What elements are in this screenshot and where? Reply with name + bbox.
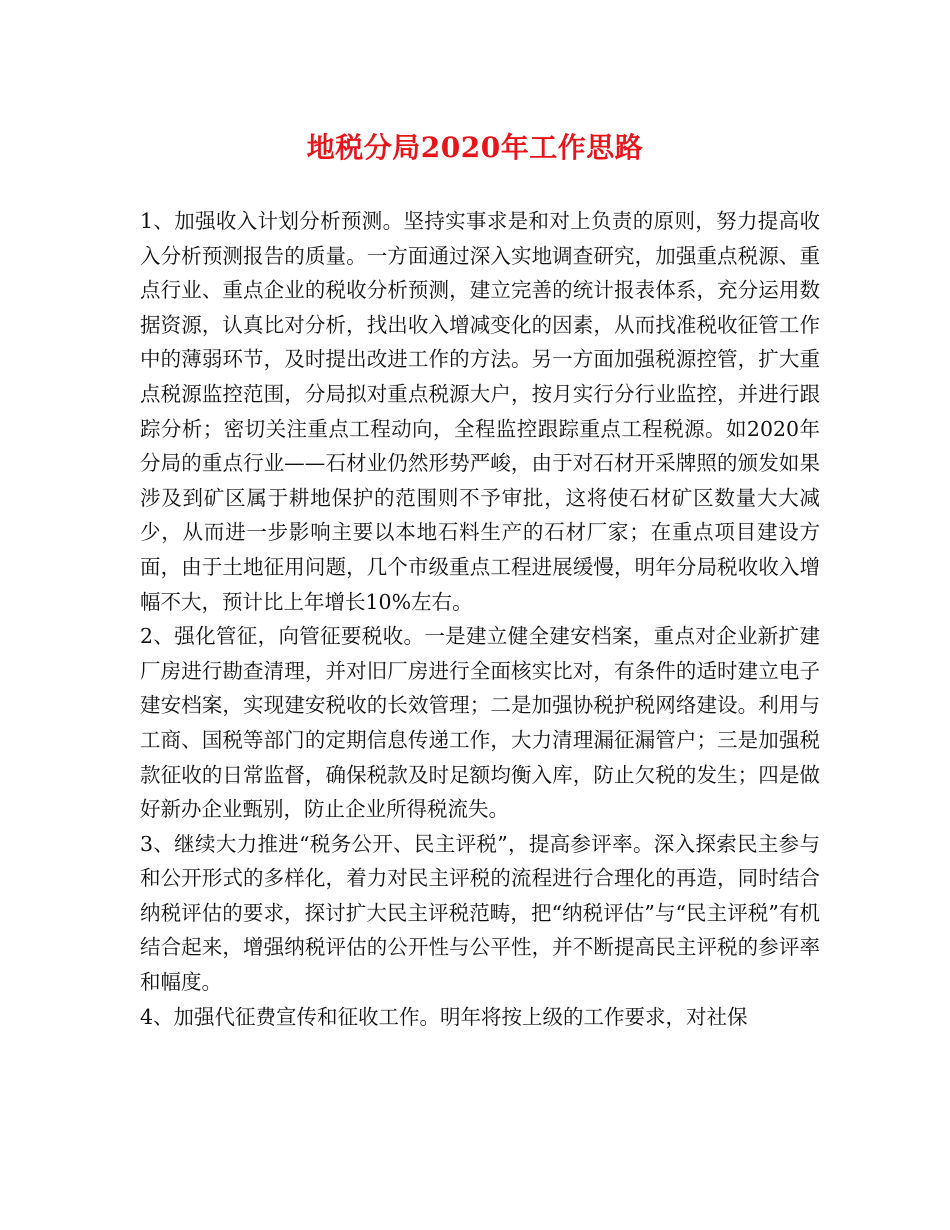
document-title: 地税分局2020年工作思路 [306,131,644,164]
paragraph-1: 1、加强收入计划分析预测。坚持实事求是和对上负责的原则，努力提高收入分析预测报告的质量。一方面通过深入实地调查研究，加强重点税源、重点行业、重点企业的税收分析预测，建立完善的统计报表体系，充分运用数据资源，认真比对分析，找出收入增减变化的因素，从而找准税收征管工作中的薄弱环节，及时提出改进工作的方法。另一方面加强税源控管，扩大重点税源监控范围，分局拟对重点税源大户，按月实行分行业监控，并进行跟踪分析；密切关注重点工程动向，全程监控跟踪重点工程税源。如2020年分局的重点行业——石材业仍然形势严峻，由于对石材开采牌照的颁发如果涉及到矿区属于耕地保护的范围则不予审批，这将使石材矿区数量大大减少，从而进一步影响主要以本地石料生产的石材厂家；在重点项目建设方面，由于土地征用问题，几个市级重点工程进展缓慢，明年分局税收收入增幅不大，预计比上年增长10%左右。 [140,209,820,614]
paragraph-3: 3、继续大力推进“税务公开、民主评税”，提高参评率。深入探索民主参与和公开形式的多样化，着力对民主评税的流程进行合理化的再造，同时结合纳税评估的要求，探讨扩大民主评税范畴，把“纳税评估”与“民主评税”有机结合起来，增强纳税评估的公开性与公平性，并不断提高民主评税的参评率和幅度。 [140,831,820,995]
document-body [140,204,820,1034]
paragraph-4: 4、加强代征费宣传和征收工作。明年将按上级的工作要求，对社保 [140,1004,748,1029]
paragraph-2: 2、强化管征，向管征要税收。一是建立健全建安档案，重点对企业新扩建厂房进行勘查清理，并对旧厂房进行全面核实比对，有条件的适时建立电子建安档案，实现建安税收的长效管理；二是加强协税护税网络建设。利用与工商、国税等部门的定期信息传递工作，大力清理漏征漏管户；三是加强税款征收的日常监督，确保税款及时足额均衡入库，防止欠税的发生；四是做好新办企业甄别，防止企业所得税流失。 [140,624,820,822]
